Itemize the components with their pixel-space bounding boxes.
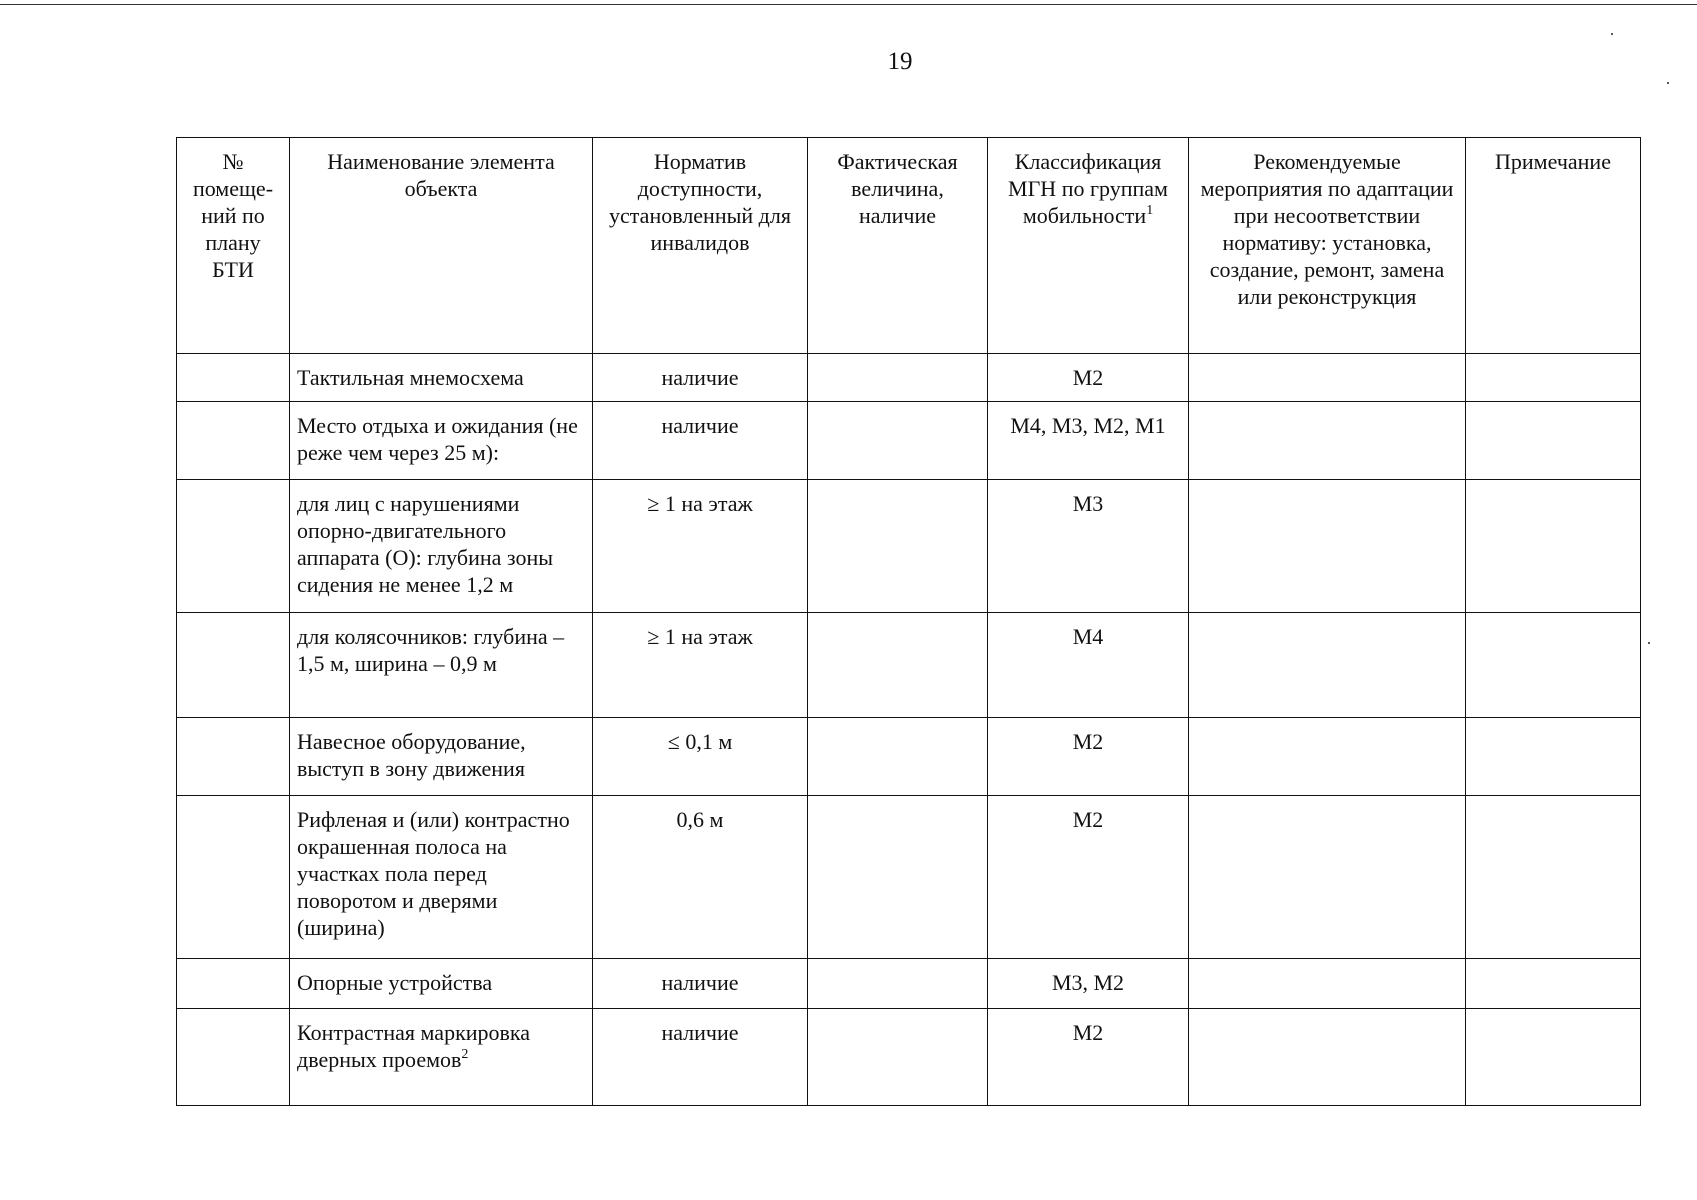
actual-value-cell bbox=[808, 959, 988, 1009]
measures-cell bbox=[1189, 1009, 1466, 1106]
actual-value-cell bbox=[808, 354, 988, 402]
note-cell bbox=[1466, 402, 1641, 480]
element-name-cell bbox=[290, 718, 593, 796]
room-number-cell bbox=[177, 354, 290, 402]
classification-cell: М3, М2 bbox=[988, 959, 1189, 1009]
accessibility-table bbox=[176, 137, 1641, 1106]
room-number-cell bbox=[177, 718, 290, 796]
element-name-text: Навесное оборудование, выступ в зону движения bbox=[297, 729, 526, 781]
measures-cell bbox=[1189, 796, 1466, 959]
norm-cell: наличие bbox=[593, 354, 808, 402]
measures-cell bbox=[1189, 402, 1466, 480]
classification-cell: М2 bbox=[988, 354, 1189, 402]
table-row bbox=[177, 718, 1641, 796]
actual-value-cell bbox=[808, 718, 988, 796]
element-name-cell bbox=[290, 613, 593, 718]
norm-cell: ≥ 1 на этаж bbox=[593, 613, 808, 718]
measures-cell bbox=[1189, 959, 1466, 1009]
footnote-marker: 2 bbox=[461, 1047, 469, 1062]
note-cell bbox=[1466, 1009, 1641, 1106]
note-cell bbox=[1466, 959, 1641, 1009]
norm-cell: наличие bbox=[593, 959, 808, 1009]
actual-value-cell bbox=[808, 480, 988, 613]
header-note: Примечание bbox=[1466, 138, 1641, 354]
header-accessibility-norm: Норматив доступности, установленный для инвалидов bbox=[593, 138, 808, 354]
note-cell bbox=[1466, 613, 1641, 718]
classification-cell: М4, М3, М2, М1 bbox=[988, 402, 1189, 480]
element-name-cell bbox=[290, 480, 593, 613]
table-row bbox=[177, 959, 1641, 1009]
room-number-cell bbox=[177, 402, 290, 480]
norm-cell: наличие bbox=[593, 402, 808, 480]
header-mobility-classification-text: Классификация МГН по группам мобильности bbox=[1008, 149, 1168, 228]
classification-cell: М2 bbox=[988, 1009, 1189, 1106]
room-number-cell bbox=[177, 1009, 290, 1106]
classification-cell: М2 bbox=[988, 796, 1189, 959]
table-row bbox=[177, 354, 1641, 402]
element-name-cell bbox=[290, 959, 593, 1009]
table-header-row bbox=[177, 138, 1641, 354]
norm-cell: 0,6 м bbox=[593, 796, 808, 959]
element-name-cell bbox=[290, 402, 593, 480]
measures-cell bbox=[1189, 613, 1466, 718]
room-number-cell bbox=[177, 959, 290, 1009]
scan-speck bbox=[1648, 642, 1650, 644]
header-mobility-classification bbox=[988, 138, 1189, 354]
room-number-cell bbox=[177, 613, 290, 718]
element-name-text: Тактильная мнемосхема bbox=[297, 365, 524, 390]
element-name-cell bbox=[290, 796, 593, 959]
actual-value-cell bbox=[808, 796, 988, 959]
header-room-number: № помеще-ний по плану БТИ bbox=[177, 138, 290, 354]
element-name-text: Контрастная маркировка дверных проемов bbox=[297, 1020, 531, 1072]
element-name-text: Место отдыха и ожидания (не реже чем через 25 м): bbox=[297, 413, 578, 465]
table-row bbox=[177, 1009, 1641, 1106]
table-row bbox=[177, 480, 1641, 613]
element-name-text: для колясочников: глубина – 1,5 м, ширина – 0,9 м bbox=[297, 624, 565, 676]
actual-value-cell bbox=[808, 1009, 988, 1106]
measures-cell bbox=[1189, 354, 1466, 402]
header-recommended-measures: Рекомендуемые мероприятия по адаптации при несоответствии нормативу: установка, создание, ремонт, замена или реконструкция bbox=[1189, 138, 1466, 354]
classification-cell: М2 bbox=[988, 718, 1189, 796]
note-cell bbox=[1466, 718, 1641, 796]
actual-value-cell bbox=[808, 613, 988, 718]
footnote-marker: 1 bbox=[1146, 203, 1154, 218]
page-number: 19 bbox=[887, 48, 913, 75]
room-number-cell bbox=[177, 480, 290, 613]
element-name-text: Опорные устройства bbox=[297, 970, 493, 995]
norm-cell: ≤ 0,1 м bbox=[593, 718, 808, 796]
scan-speck bbox=[1667, 82, 1669, 84]
element-name-cell bbox=[290, 1009, 593, 1106]
element-name-text: для лиц с нарушениями опорно-двигательного аппарата (О): глубина зоны сидения не менее 1,2 м bbox=[297, 491, 553, 597]
note-cell bbox=[1466, 354, 1641, 402]
scan-speck bbox=[1611, 33, 1613, 35]
norm-cell: наличие bbox=[593, 1009, 808, 1106]
classification-cell: М3 bbox=[988, 480, 1189, 613]
header-element-name: Наименование элемента объекта bbox=[290, 138, 593, 354]
measures-cell bbox=[1189, 480, 1466, 613]
room-number-cell bbox=[177, 796, 290, 959]
classification-cell: М4 bbox=[988, 613, 1189, 718]
table-row bbox=[177, 402, 1641, 480]
note-cell bbox=[1466, 796, 1641, 959]
element-name-cell bbox=[290, 354, 593, 402]
table-row bbox=[177, 796, 1641, 959]
norm-cell: ≥ 1 на этаж bbox=[593, 480, 808, 613]
actual-value-cell bbox=[808, 402, 988, 480]
table-row bbox=[177, 613, 1641, 718]
element-name-text: Рифленая и (или) контрастно окрашенная полоса на участках пола перед поворотом и дверями (ширина) bbox=[297, 807, 570, 940]
page-top-rule bbox=[0, 4, 1697, 5]
note-cell bbox=[1466, 480, 1641, 613]
header-actual-value: Фактическая величина, наличие bbox=[808, 138, 988, 354]
measures-cell bbox=[1189, 718, 1466, 796]
